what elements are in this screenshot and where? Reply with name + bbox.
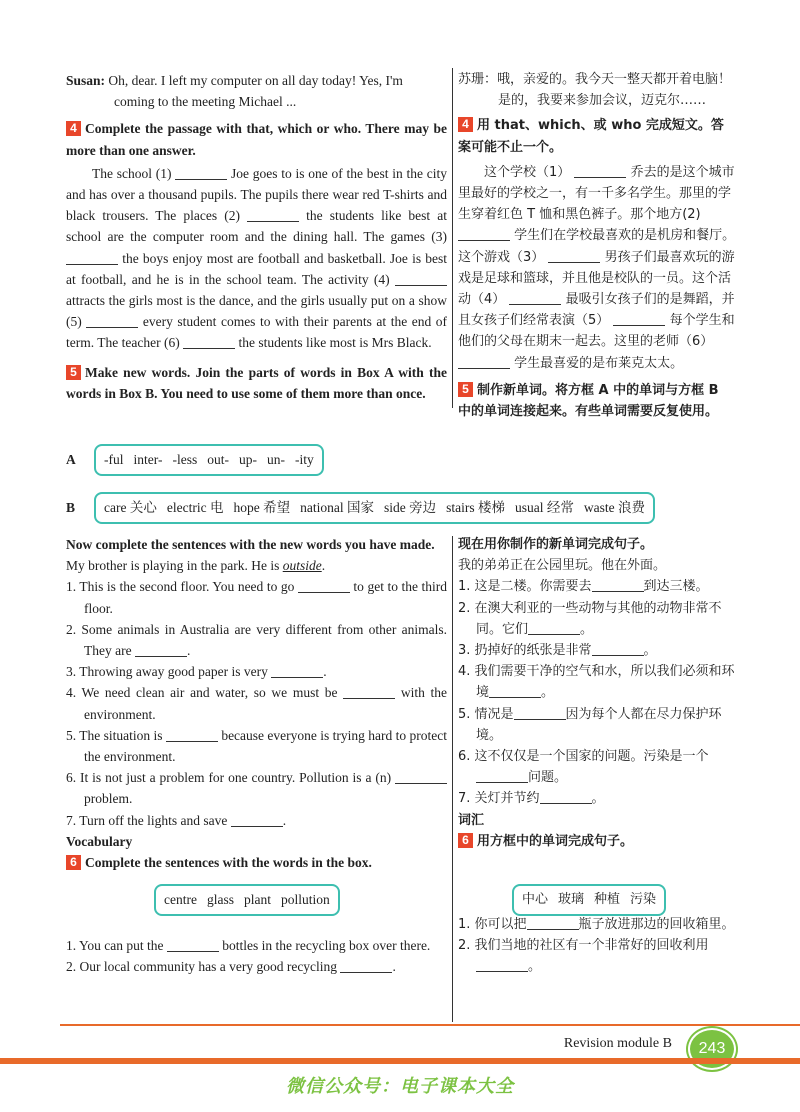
exercise-number: 4 [458,117,473,132]
answer-blank[interactable] [166,729,218,742]
answer-blank[interactable] [540,791,592,804]
sentence-item: 1. You can put the bottles in the recycling box over there. [66,938,431,954]
sentence-item: 1. 这是二楼。你需要去 到达三楼。 [458,579,709,595]
answer-blank[interactable] [395,273,447,286]
answer-blank[interactable] [175,167,227,180]
exercise-4-title: 4 用 that、which、或 who 完成短文。答案可能不止一个。 [458,117,724,155]
exercise-number: 6 [66,855,81,870]
word: electric 电 [166,500,224,515]
word: glass [206,892,234,907]
exercise-4-passage: The school (1) Joe goes to is one of the best in the city and has over a thousand pupils. The pupils there wear red T-shirts and black trousers. The places (2) the students like best at school are the computer room and the dining hall. The games (3) the boys enjoy most are football and basketball. Joe is best at football, and he is in the school team. The activity (4) attracts the girls most is the dance, and the girls usually put on a show (5) every student comes to with their parents at the end of term. The teacher (6) the students like most is Mrs Black. [66,165,448,351]
column-divider [452,536,453,1022]
sentence-item: 2. 在澳大利亚的一些动物与其他的动物非常不同。它们 。 [458,600,722,637]
word: 中心 [522,892,549,907]
exercise-number: 4 [66,121,81,136]
box-b [94,492,655,524]
word: pollution [280,892,330,907]
word-part: -ity [294,452,314,467]
answer-blank[interactable] [271,665,323,678]
word: national 国家 [300,500,374,515]
word: care 关心 [104,500,157,515]
sentences-title: Now complete the sentences with the new words you have made. [66,537,435,552]
sentence-item: 2. Some animals in Australia are very different from other animals. They are . [66,621,447,659]
answer-blank[interactable] [247,209,299,222]
answer-blank[interactable] [167,939,219,952]
exercise-number: 5 [66,365,81,380]
answer-blank[interactable] [343,686,395,699]
watermark: 微信公众号：电子课本大全 [286,1076,514,1097]
word-part: -less [172,452,198,467]
chinese-column-top [458,66,736,422]
sentence-item: 6. It is not just a problem for one country. Pollution is a (n) problem. [66,767,447,809]
exercise-number: 6 [458,833,473,848]
word: waste 浪费 [583,500,645,515]
word-part: un- [266,452,285,467]
module-label: Revision module B [563,1036,672,1051]
dialogue-line: Oh, dear. I left my computer on all day today! Yes, I'm [108,73,403,88]
example-sentence: My brother is playing in the park. He is outside. [66,558,326,574]
word-part: -ful [104,452,124,467]
answer-blank[interactable] [548,250,600,263]
vocabulary-heading: Vocabulary [66,833,133,849]
english-column-top [66,66,447,404]
sentence-item: 7. 关灯并节约 。 [458,791,605,807]
dialogue-line: coming to the meeting Michael ... [114,94,297,110]
word: usual 经常 [514,500,574,515]
dialogue-line: 是的，我要来参加会议，迈克尔…… [498,93,707,109]
word-part: up- [238,452,257,467]
answer-blank[interactable] [514,707,566,720]
word-box-zh [512,884,666,916]
answer-blank[interactable] [528,622,580,635]
answer-blank[interactable] [458,228,510,241]
answer-blank[interactable] [395,771,447,784]
footer-rule [60,1024,800,1026]
sentence-item: 7. Turn off the lights and save . [66,812,287,828]
sentence-item: 3. Throwing away good paper is very . [66,664,327,680]
sentence-item: 4. We need clean air and water, so we must be with the environment. [66,685,448,722]
sentence-item: 4. 我们需要干净的空气和水，所以我们必须和环境 。 [458,664,735,701]
answer-blank[interactable] [476,770,528,783]
column-divider [452,68,453,408]
speaker-name: Susan: [66,73,106,88]
answer-blank[interactable] [135,644,187,657]
answer-blank[interactable] [340,960,392,973]
word-part: inter- [133,452,163,467]
sentence-item: 2. 我们当地的社区有一个非常好的回收利用。 [458,938,709,975]
word: 种植 [594,892,621,907]
exercise-6-title: 6 Complete the sentences with the words in the box. [66,852,447,873]
answer-blank[interactable] [183,336,235,349]
word: 污染 [630,892,657,907]
answer-blank[interactable] [86,315,138,328]
vocabulary-heading: 词汇 [458,812,485,828]
sentence-item: 6. 这不仅仅是一个国家的问题。污染是一个问题。 [458,749,709,786]
box-a-label: A [66,452,76,467]
exercise-6-title: 6 用方框中的单词完成句子。 [458,831,736,852]
dialogue-line: 苏珊：哦，亲爱的。我今天一整天都开着电脑！ [458,72,732,87]
example-sentence: 我的弟弟正在公园里玩。他在外面。 [458,558,667,574]
answer-blank[interactable] [458,356,510,369]
sentence-item: 1. 你可以把 瓶子放进那边的回收箱里。 [458,917,735,933]
word: hope 希望 [233,500,291,515]
answer-blank[interactable] [592,643,644,656]
sentence-item: 5. The situation is because everyone is trying hard to protect the environment. [66,727,448,765]
exercise-number: 5 [458,382,473,397]
exercise-5-title: 5 Make new words. Join the parts of words in Box A with the words in Box B. You need to use some of them more than once. [66,364,447,401]
sentence-item: 3. 扔掉好的纸张是非常 。 [458,643,657,659]
exercise-5-title: 5 制作新单词。将方框 A 中的单词与方框 B 中的单词连接起来。有些单词需要反复使用。 [458,381,719,420]
answer-blank[interactable] [231,814,283,827]
footer-bar [0,1058,800,1064]
word: centre [164,892,197,907]
answer-blank[interactable] [298,580,350,593]
answer-blank[interactable] [489,685,541,698]
box-a [94,444,324,476]
word: plant [243,892,271,907]
answer-blank[interactable] [66,252,118,265]
word-part: out- [207,452,229,467]
sentence-item: 1. This is the second floor. You need to go to get to the third floor. [66,579,448,616]
answer-blank[interactable] [527,917,579,930]
box-b-label: B [66,500,76,515]
word: side 旁边 [383,500,437,515]
word: 玻璃 [558,892,585,907]
word: stairs 楼梯 [446,500,505,515]
word-box-en [154,884,340,916]
exercise-4-title: 4 Complete the passage with that, which or who. There may be more than one answer. [66,121,447,158]
answer-blank[interactable] [613,313,665,326]
sentence-item: 5. 情况是 因为每个人都在尽力保护环境。 [458,706,722,743]
exercise-4-passage: 这个学校（1） 乔去的是这个城市里最好的学校之一，有一千多名学生。那里的学生穿着红色 T 恤和黑色裤子。那个地方(2) 学生们在学校最喜欢的是机房和餐厅。这个游戏（3） 男孩子们最喜欢玩的游戏是足球和篮球，并且他是校队的一员。这个活动（4） 最吸引女孩子们的是舞蹈，并且女孩子们经常表演（5） 每个学生和他们的父母在期末一起去。这里的老师（6） 学生最喜爱的是布莱克太太。 [458,164,736,371]
sentence-item: 2. Our local community has a very good recycling . [66,959,396,975]
answer-blank[interactable] [509,292,561,305]
page-number: 243 [688,1028,736,1070]
answer-blank[interactable] [574,165,626,178]
answer-blank[interactable] [476,959,528,972]
answer-blank[interactable] [592,579,644,592]
sentences-title: 现在用你制作的新单词完成句子。 [458,537,654,552]
